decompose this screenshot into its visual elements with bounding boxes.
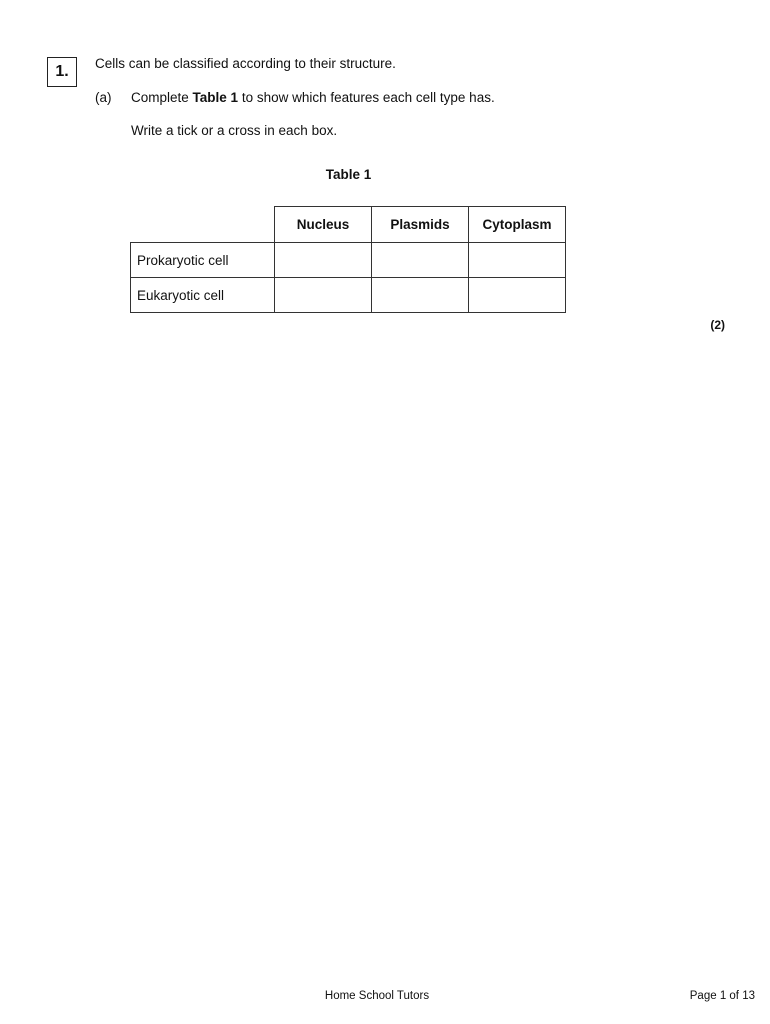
answer-box-eukaryotic-cytoplasm[interactable] (468, 277, 566, 313)
question-intro: Cells can be classified according to their structure. (95, 56, 396, 71)
page-number: Page 1 of 13 (689, 990, 755, 1002)
marks-allocation: (2) (710, 318, 725, 332)
column-header-nucleus: Nucleus (274, 206, 372, 243)
part-text-end: to show which features each cell type has. (238, 90, 495, 105)
row-label-eukaryotic: Eukaryotic cell (130, 277, 275, 313)
instruction: Write a tick or a cross in each box. (131, 123, 338, 138)
footer-publisher: Home School Tutors (324, 990, 430, 1002)
features-table (130, 206, 566, 313)
row-label-prokaryotic: Prokaryotic cell (130, 242, 275, 278)
part-text-table-ref: Table 1 (192, 90, 239, 105)
answer-box-eukaryotic-nucleus[interactable] (274, 277, 372, 313)
answer-box-prokaryotic-nucleus[interactable] (274, 242, 372, 278)
column-header-cytoplasm: Cytoplasm (468, 206, 566, 243)
answer-box-prokaryotic-cytoplasm[interactable] (468, 242, 566, 278)
part-text (131, 90, 495, 106)
part-label: (a) (95, 90, 112, 105)
column-header-plasmids: Plasmids (371, 206, 469, 243)
table-caption: Table 1 (325, 167, 372, 182)
part-text-start: Complete (131, 90, 193, 105)
question-number: 1. (47, 57, 77, 87)
answer-box-eukaryotic-plasmids[interactable] (371, 277, 469, 313)
answer-box-prokaryotic-plasmids[interactable] (371, 242, 469, 278)
